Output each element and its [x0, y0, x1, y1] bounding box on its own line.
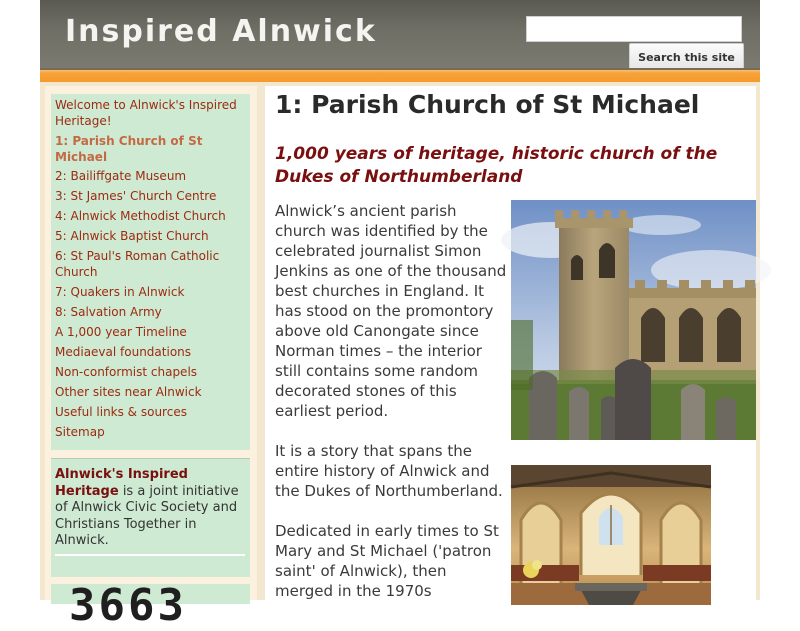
paragraph-intro: Alnwick’s ancient parish church was identified by the celebrated journalist Simon Jenkins as one of the thousand best churches in England. It has stood on the promontory above old Canongate since Norman times – the interior still contains some random decorated stones of this earliest period. — [275, 202, 507, 420]
nav-item-methodist[interactable]: 4: Alnwick Methodist Church — [55, 209, 226, 223]
church-interior-image — [511, 465, 711, 605]
nav-item-parish-church[interactable]: 1: Parish Church of St Michael — [55, 134, 203, 164]
nav-item-non-conformist[interactable]: Non-conformist chapels — [55, 365, 198, 379]
nav-item-mediaeval[interactable]: Mediaeval foundations — [55, 345, 192, 359]
search-button[interactable]: Search this site — [629, 43, 744, 72]
sidebar-nav — [51, 94, 250, 450]
paragraph-dedication: Dedicated in early times to St Mary and St Michael ('patron saint' of Alnwick), then merged in the 1970s — [275, 522, 499, 600]
about-text — [55, 467, 245, 550]
main-content — [265, 86, 756, 600]
page-title: 1: Parish Church of St Michael — [275, 90, 700, 119]
nav-item-st-james[interactable]: 3: St James' Church Centre — [55, 189, 217, 203]
site-title[interactable]: Inspired Alnwick — [65, 14, 377, 49]
about-title: Alnwick's Inspired Heritage — [55, 467, 188, 499]
church-exterior-image — [511, 200, 756, 440]
nav-item-baptist[interactable]: 5: Alnwick Baptist Church — [55, 229, 209, 243]
about-box — [51, 458, 250, 577]
search-input[interactable] — [526, 16, 742, 42]
nav-item-bailiffgate-museum[interactable]: 2: Bailiffgate Museum — [55, 169, 187, 183]
page-subtitle: 1,000 years of heritage, historic church of the Dukes of Northumberland — [275, 144, 718, 187]
site-header — [40, 0, 760, 68]
counter-digits: 3663 — [69, 580, 187, 631]
nav-item-useful-links[interactable]: Useful links & sources — [55, 405, 187, 419]
paragraph-history: It is a story that spans the entire history of Alnwick and the Dukes of Northumberland. — [275, 442, 503, 500]
church-exterior-photo — [511, 200, 756, 440]
nav-item-quakers[interactable]: 7: Quakers in Alnwick — [55, 285, 185, 299]
nav-item-salvation-army[interactable]: 8: Salvation Army — [55, 305, 162, 319]
divider — [55, 554, 245, 556]
nav-item-welcome[interactable]: Welcome to Alnwick's Inspired Heritage! — [55, 98, 237, 128]
about-description: is a joint initiative of Alnwick Civic Society and Christians Together in Alnwick. — [55, 483, 239, 548]
nav-item-sitemap[interactable]: Sitemap — [55, 425, 105, 439]
church-interior-photo — [511, 465, 711, 605]
header-accent-bar — [40, 68, 760, 82]
nav-item-timeline[interactable]: A 1,000 year Timeline — [55, 325, 187, 339]
visitor-counter — [51, 580, 250, 631]
nav-item-other-sites[interactable]: Other sites near Alnwick — [55, 385, 202, 399]
nav-item-st-pauls[interactable]: 6: St Paul's Roman Catholic Church — [55, 249, 220, 279]
